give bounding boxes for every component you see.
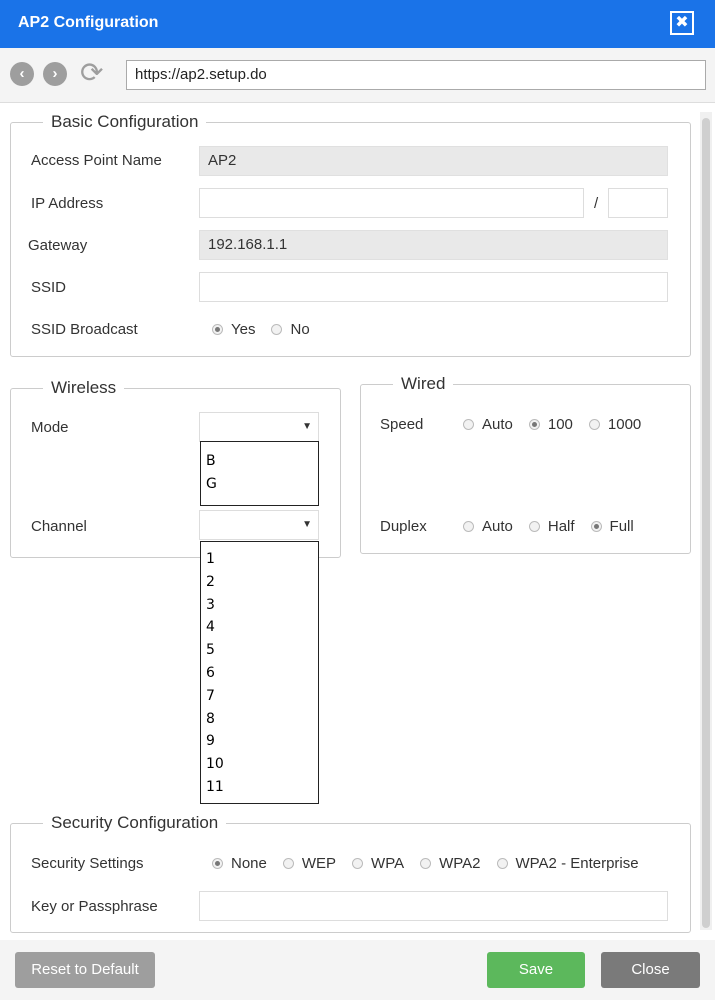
ssid-broadcast-label: SSID Broadcast xyxy=(31,321,138,338)
title-bar xyxy=(0,0,715,48)
key-passphrase-label: Key or Passphrase xyxy=(31,898,158,915)
channel-label: Channel xyxy=(31,518,87,535)
ssid-field[interactable] xyxy=(199,272,668,302)
radio-icon xyxy=(529,521,540,532)
speed-100[interactable]: 100 xyxy=(529,416,573,433)
channel-option[interactable]: 3 xyxy=(206,596,215,613)
mode-select[interactable] xyxy=(199,412,319,442)
channel-option[interactable]: 5 xyxy=(206,642,215,659)
security-wpa[interactable]: WPA xyxy=(352,855,404,872)
refresh-icon[interactable]: ⟳ xyxy=(80,57,104,88)
speed-radios xyxy=(463,416,657,433)
security-configuration-legend: Security Configuration xyxy=(51,813,219,832)
reset-to-default-button[interactable]: Reset to Default xyxy=(15,952,155,988)
security-wpa2-enterprise[interactable]: WPA2 - Enterprise xyxy=(497,855,639,872)
subnet-mask-field[interactable] xyxy=(608,188,668,218)
channel-option[interactable]: 11 xyxy=(206,778,224,795)
address-bar[interactable]: https://ap2.setup.do xyxy=(126,60,706,90)
radio-icon xyxy=(497,858,508,869)
mode-option[interactable]: B xyxy=(206,453,216,469)
ssid-broadcast-no[interactable]: No xyxy=(271,321,309,338)
key-passphrase-field[interactable] xyxy=(199,891,668,921)
close-button[interactable]: Close xyxy=(601,952,700,988)
radio-icon xyxy=(283,858,294,869)
ap-name-field[interactable]: AP2 xyxy=(199,146,668,176)
speed-auto[interactable]: Auto xyxy=(463,416,513,433)
wireless-legend: Wireless xyxy=(51,378,117,397)
security-settings-label: Security Settings xyxy=(31,855,144,872)
channel-dropdown-list xyxy=(200,541,319,804)
channel-option[interactable]: 8 xyxy=(206,710,215,727)
gateway-label: Gateway xyxy=(28,237,88,254)
gateway-field[interactable]: 192.168.1.1 xyxy=(199,230,668,260)
duplex-radios xyxy=(463,518,650,535)
ssid-broadcast-radios xyxy=(212,321,326,338)
ap-name-label: Access Point Name xyxy=(31,152,162,169)
radio-selected-icon xyxy=(212,324,223,335)
close-window-button[interactable] xyxy=(670,11,694,35)
duplex-auto[interactable]: Auto xyxy=(463,518,513,535)
ssid-broadcast-yes[interactable]: Yes xyxy=(212,321,255,338)
radio-icon xyxy=(271,324,282,335)
channel-option[interactable]: 4 xyxy=(206,619,215,636)
mode-dropdown-list xyxy=(200,441,319,506)
close-icon: ✖ xyxy=(675,14,689,31)
mode-option[interactable]: G xyxy=(206,475,217,492)
ip-mask-separator: / xyxy=(594,195,599,212)
security-settings-radios xyxy=(212,855,655,872)
duplex-full[interactable]: Full xyxy=(591,518,634,535)
channel-option[interactable]: 6 xyxy=(206,664,215,681)
back-arrow-icon[interactable]: ‹ xyxy=(10,62,34,86)
save-button[interactable]: Save xyxy=(487,952,585,988)
channel-option[interactable]: 10 xyxy=(206,756,224,773)
radio-icon xyxy=(463,521,474,532)
window-title: AP2 Configuration xyxy=(18,14,159,31)
chevron-down-icon: ▼ xyxy=(302,421,312,432)
channel-option[interactable]: 1 xyxy=(206,551,215,567)
speed-label: Speed xyxy=(380,416,424,433)
scrollbar-thumb[interactable] xyxy=(702,118,710,928)
radio-selected-icon xyxy=(591,521,602,532)
wired-legend: Wired xyxy=(401,374,446,393)
security-none[interactable]: None xyxy=(212,855,267,872)
mode-label: Mode xyxy=(31,419,69,436)
radio-icon xyxy=(463,419,474,430)
ip-address-label: IP Address xyxy=(31,195,104,212)
chevron-down-icon: ▼ xyxy=(302,519,312,530)
channel-option[interactable]: 7 xyxy=(206,687,215,704)
speed-1000[interactable]: 1000 xyxy=(589,416,641,433)
basic-configuration-legend: Basic Configuration xyxy=(51,112,199,131)
security-wep[interactable]: WEP xyxy=(283,855,336,872)
radio-icon xyxy=(420,858,431,869)
duplex-label: Duplex xyxy=(380,518,427,535)
duplex-half[interactable]: Half xyxy=(529,518,575,535)
channel-option[interactable]: 2 xyxy=(206,573,215,590)
ip-address-field[interactable] xyxy=(199,188,584,218)
radio-icon xyxy=(589,419,600,430)
forward-arrow-icon[interactable]: › xyxy=(43,62,67,86)
radio-selected-icon xyxy=(529,419,540,430)
radio-icon xyxy=(352,858,363,869)
radio-selected-icon xyxy=(212,858,223,869)
security-wpa2[interactable]: WPA2 xyxy=(420,855,480,872)
channel-option[interactable]: 9 xyxy=(206,733,215,750)
channel-select[interactable] xyxy=(199,510,319,540)
ssid-label: SSID xyxy=(31,279,67,296)
